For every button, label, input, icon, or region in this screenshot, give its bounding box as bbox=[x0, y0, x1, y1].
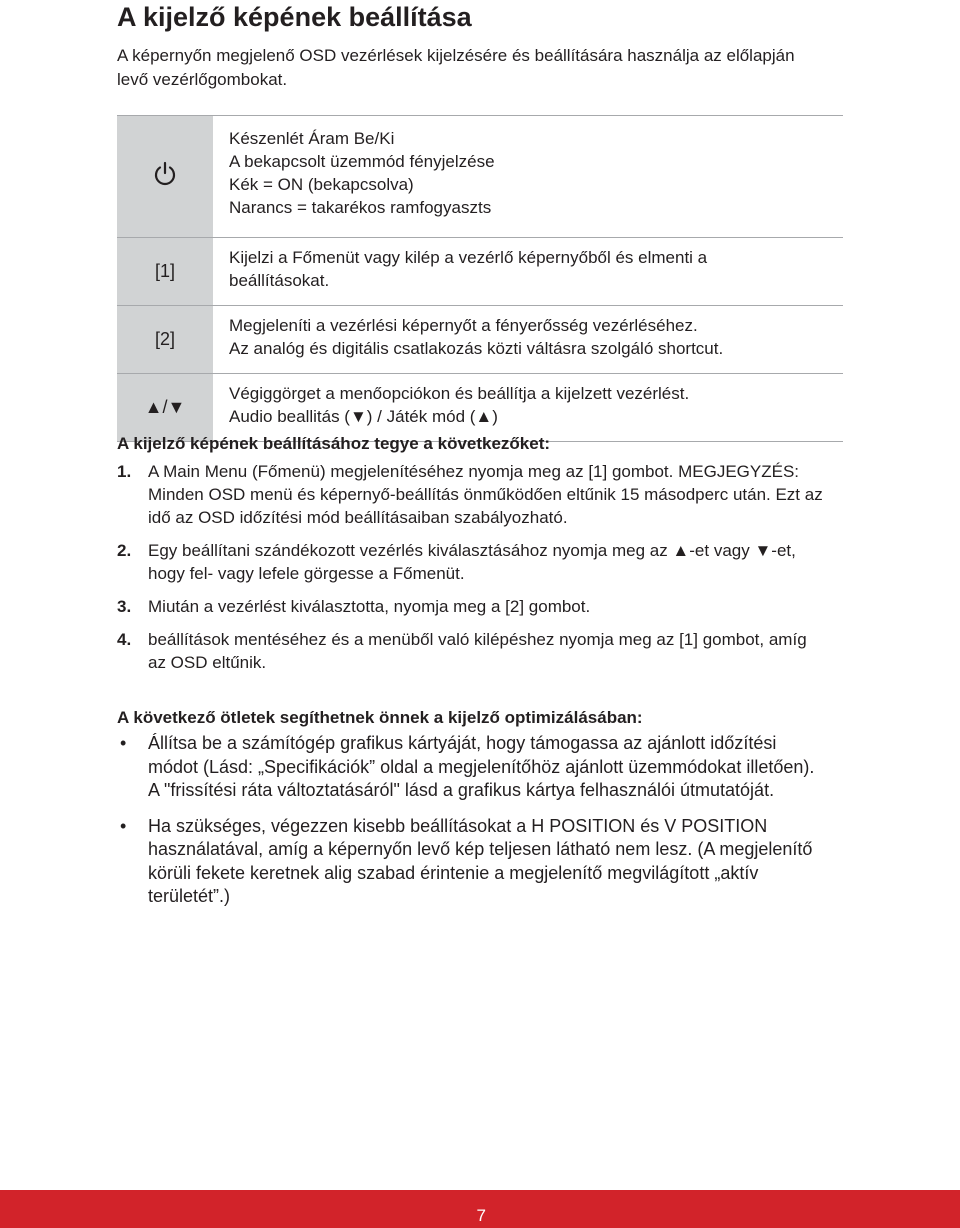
control-row-button1 bbox=[117, 238, 843, 306]
bullet-icon: • bbox=[120, 733, 127, 753]
arrows-cell bbox=[117, 374, 213, 442]
button2-description bbox=[213, 306, 843, 374]
button2-line: Megjeleníti a vezérlési képernyőt a fényerősség vezérléséhez. bbox=[229, 316, 698, 335]
step-item bbox=[117, 628, 827, 674]
power-line: Narancs = takarékos ramfogyaszts bbox=[229, 198, 492, 217]
footer-bar bbox=[0, 1190, 960, 1228]
control-row-button2 bbox=[117, 306, 843, 374]
button2-cell bbox=[117, 306, 213, 374]
page-title: A kijelző képének beállítása bbox=[117, 2, 472, 32]
step-text: Miután a vezérlést kiválasztotta, nyomja meg a [2] gombot. bbox=[148, 597, 591, 616]
steps-heading: A kijelző képének beállításához tegye a következőket: bbox=[117, 434, 551, 453]
intro-text: A képernyőn megjelenő OSD vezérlések kijelzésére és beállítására használja az előlapján levő vezérlőgombokat. bbox=[117, 46, 795, 89]
tip-text: Ha szükséges, végezzen kisebb beállításokat a H POSITION és V POSITION használatával, amíg a képernyőn levő kép teljesen látható nem lesz. (A megjelenítő körüli fekete keretnek alig szabad érintenie a megjelenítő megvilágított „aktív területét”.) bbox=[148, 815, 813, 906]
power-line: A bekapcsolt üzemmód fényjelzése bbox=[229, 152, 495, 171]
arrows-description bbox=[213, 374, 843, 442]
step-item bbox=[117, 460, 827, 529]
power-button-cell bbox=[117, 116, 213, 238]
tip-text: Állítsa be a számítógép grafikus kártyáját, hogy támogassa az ajánlott időzítési módot (Lásd: „Specifikációk” oldal a megjelenítőhöz ajánlott üzemmódokat illetően). A "frissítési ráta változtatásáról" lásd a grafikus kártya felhasználói útmutatóját. bbox=[148, 733, 815, 800]
page-number: 7 bbox=[476, 1206, 486, 1225]
button1-cell bbox=[117, 238, 213, 306]
button2-label: [2] bbox=[154, 329, 175, 349]
step-number: 3. bbox=[117, 597, 132, 616]
button2-line: Az analóg és digitális csatlakozás közti váltásra szolgáló shortcut. bbox=[229, 339, 724, 358]
step-number: 4. bbox=[117, 630, 132, 649]
step-text: beállítások mentéséhez és a menüből való kilépéshez nyomja meg az [1] gombot, amíg az OSD eltűnik. bbox=[148, 630, 807, 672]
button1-label: [1] bbox=[154, 261, 175, 281]
power-line: Készenlét Áram Be/Ki bbox=[229, 129, 395, 148]
step-number: 2. bbox=[117, 541, 132, 560]
tips-list bbox=[117, 732, 827, 921]
control-row-arrows bbox=[117, 374, 843, 442]
arrow-buttons-label: ▲/▼ bbox=[144, 397, 186, 417]
control-row-power bbox=[117, 116, 843, 238]
tip-item bbox=[117, 815, 827, 909]
controls-table bbox=[117, 115, 843, 442]
step-text: Egy beállítani szándékozott vezérlés kiválasztásához nyomja meg az ▲-et vagy ▼-et, hogy fel- vagy lefele görgesse a Főmenüt. bbox=[148, 541, 796, 583]
tips-heading: A következő ötletek segíthetnek önnek a kijelző optimizálásában: bbox=[117, 708, 643, 727]
power-description bbox=[213, 116, 843, 238]
bullet-icon: • bbox=[120, 815, 127, 836]
arrows-line: Audio beallitás (▼) / Játék mód (▲) bbox=[229, 407, 498, 426]
button1-line: Kijelzi a Főmenüt vagy kilép a vezérlő képernyőből és elmenti a beállításokat. bbox=[229, 248, 708, 290]
step-item bbox=[117, 539, 827, 585]
power-icon bbox=[152, 161, 178, 187]
button1-description bbox=[213, 238, 843, 306]
step-item bbox=[117, 595, 827, 618]
tip-item bbox=[117, 732, 827, 803]
arrows-line: Végiggörget a menőopciókon és beállítja a kijelzett vezérlést. bbox=[229, 384, 690, 403]
step-text: A Main Menu (Főmenü) megjelenítéséhez nyomja meg az [1] gombot. MEGJEGYZÉS: Minden OSD menü és képernyő-beállítás önműködően eltűnik 15 másodperc után. Ezt az idő az OSD időzítési mód beállításaiban szabályozható. bbox=[148, 462, 823, 527]
power-line: Kék = ON (bekapcsolva) bbox=[229, 175, 414, 194]
step-number: 1. bbox=[117, 462, 132, 481]
steps-list bbox=[117, 460, 827, 684]
